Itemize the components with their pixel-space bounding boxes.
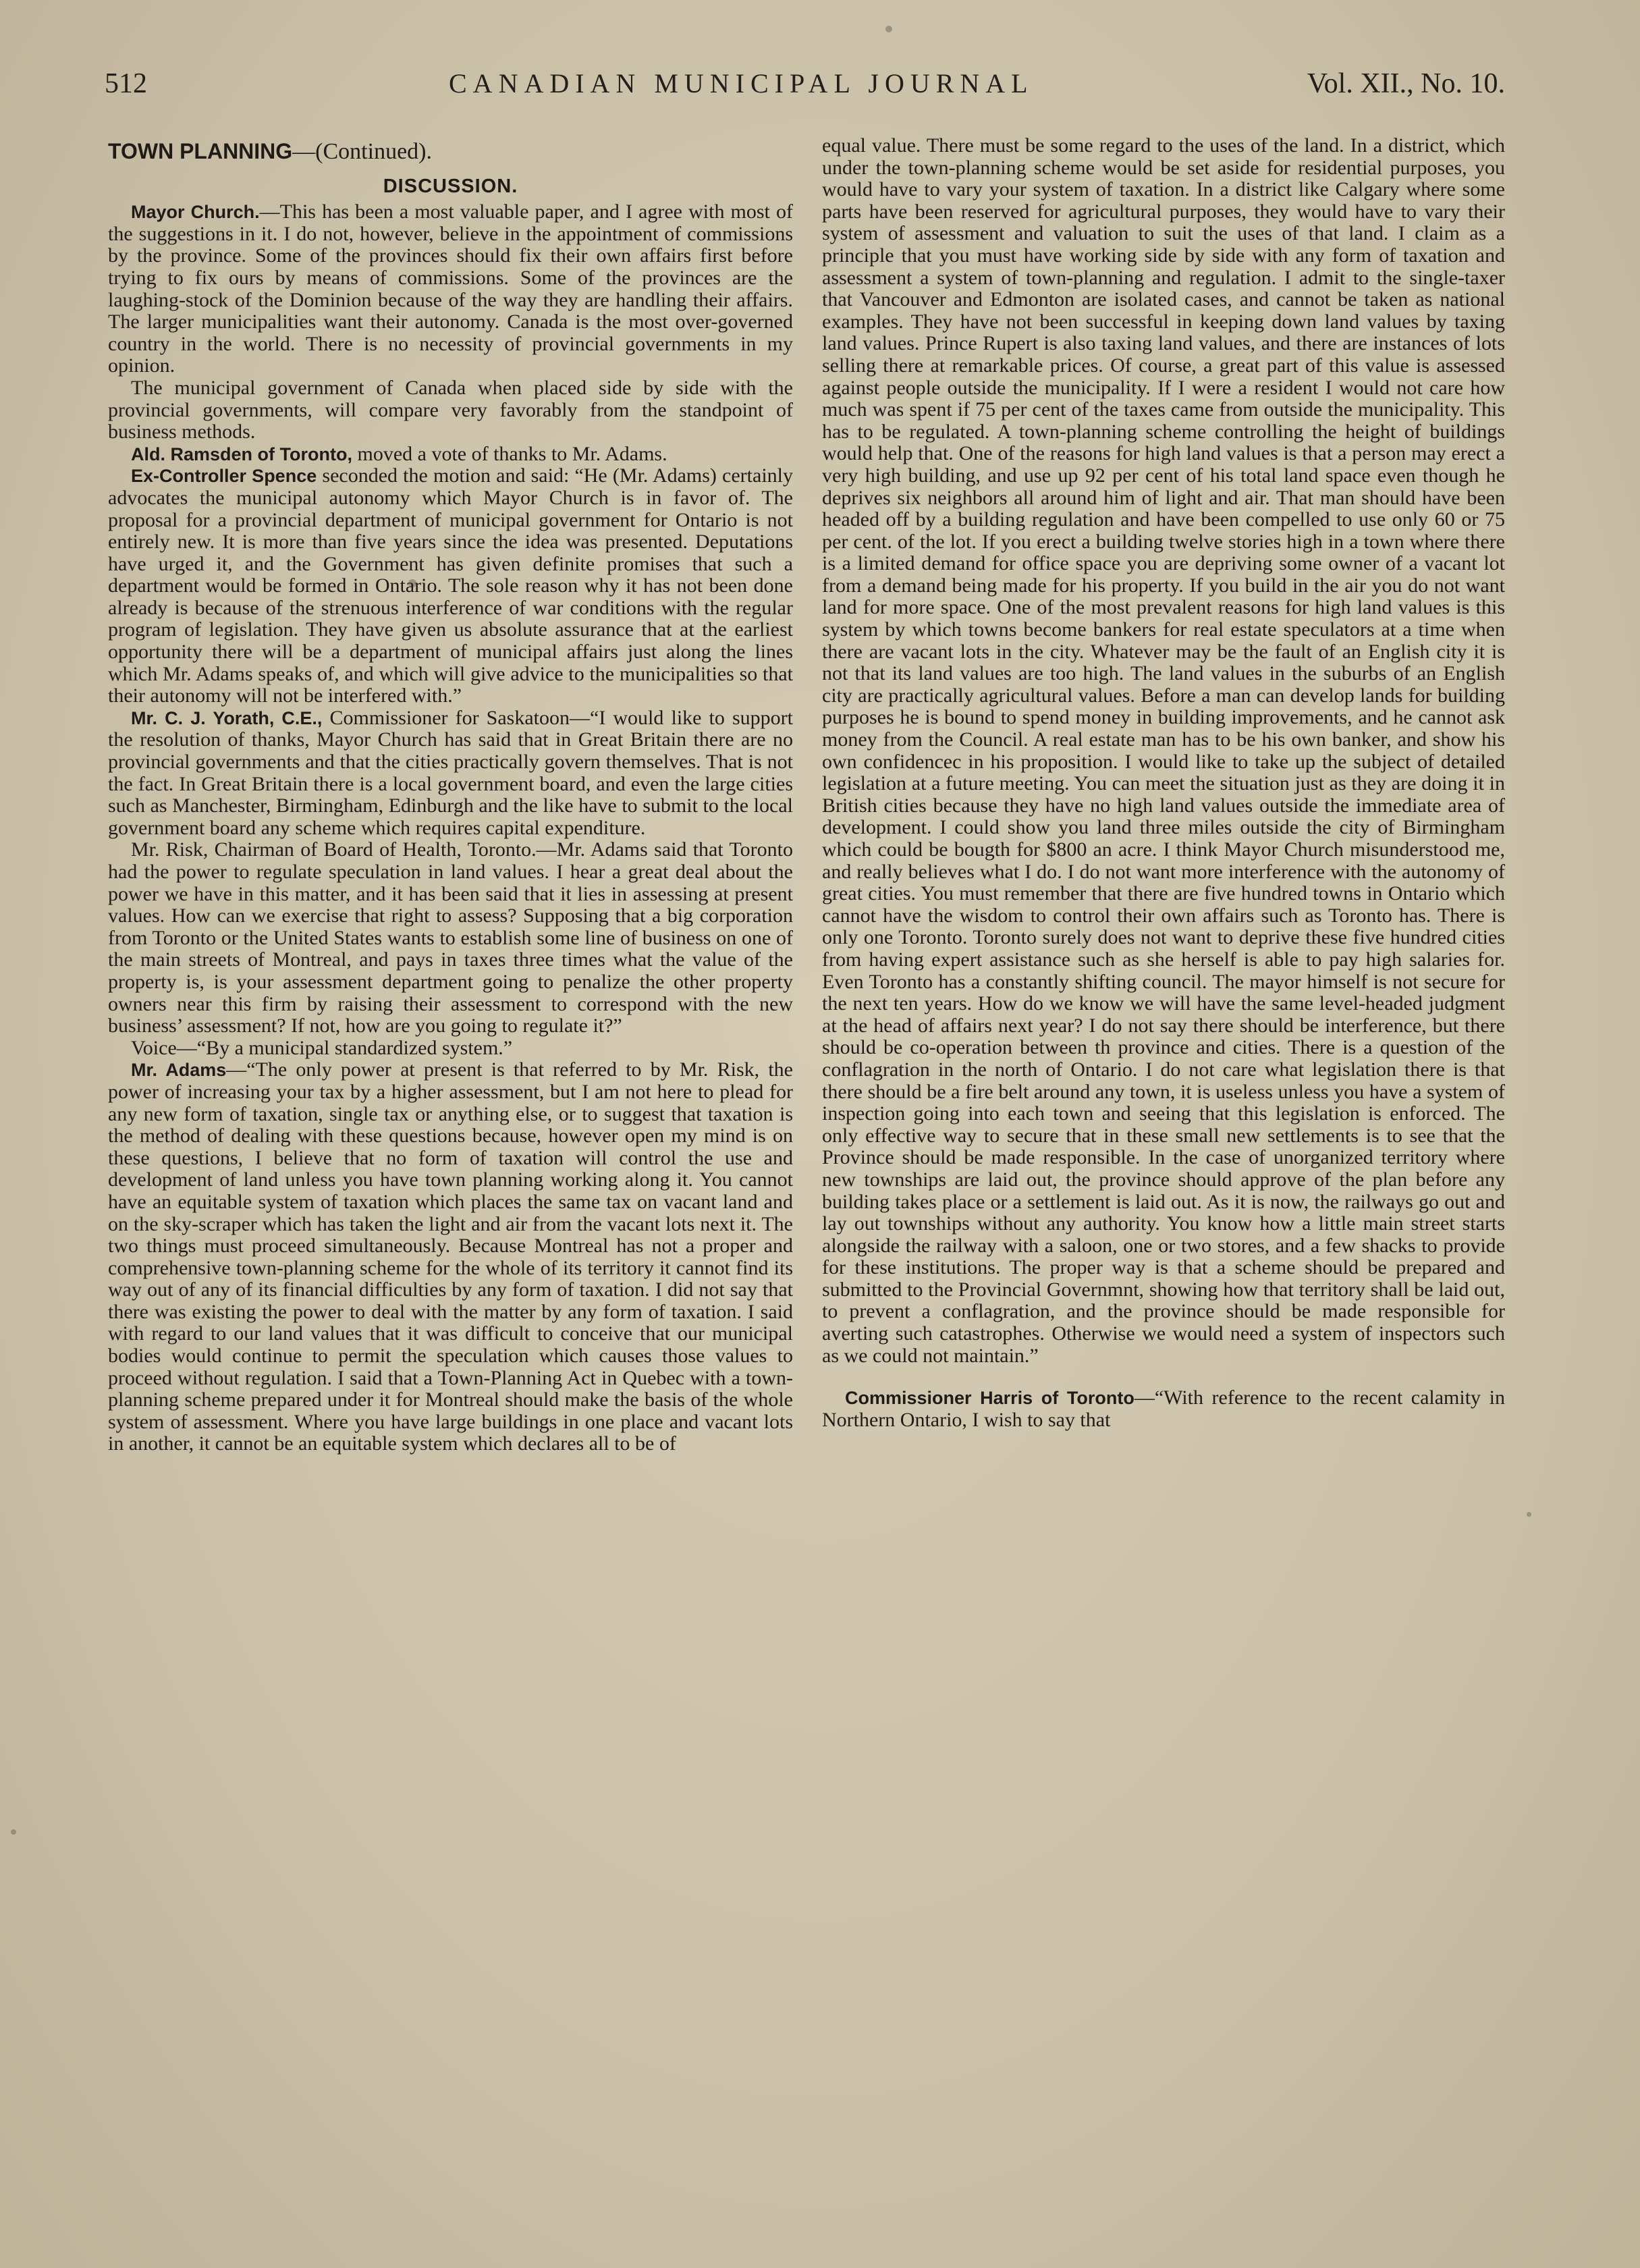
ink-speck xyxy=(11,1829,16,1835)
paragraph xyxy=(108,707,793,840)
paragraph-text: Commissioner for Saskatoon—“I would like to support the resolution of thanks, Mayor Church has said that in Great Britain there are no provincial governments and that the cities practically govern themselves. That is not the fact. In Great Britain there is a local government board, and even the large cities such as Manchester, Birmingham, Edinburgh and the like have to submit to the local government board any scheme which requires capital expenditure. xyxy=(108,706,793,839)
paragraph-text: equal value. There must be some regard to the uses of the land. In a district, which under the town-planning scheme would be set aside for residential purposes, you would have to vary your system of taxation. In a district like Calgary where some parts have been reserved for agricultural purposes, they would have to vary their system of assessment and valuation to suit the uses of that land. I claim as a principle that you must have working side by side with any form of taxation and assessment a system of town-planning and regulation. I admit to the single-taxer that Vancouver and Edmonton are isolated cases, and cannot be taken as national examples. They have not been successful in keeping down land values by taxing land values. Prince Rupert is also taxing land values, and there are instances of lots selling there at remarkable prices. Of course, a great part of this value is assessed against people outside the municipality. If I were a resident I would not care how much was spent if 75 per cent of the taxes came from outside the municipality. This has to be regulated. A town-planning scheme controlling the height of buildings would help that. One of the reasons for high land values is that a person may erect a very high building, and use up 92 per cent of his total land space even though he deprives six neighbors all around him of light and air. That man should have been headed off by a building regulation and have been compelled to use only 60 or 75 per cent. of the lot. If you erect a building twelve stories high in a town where there is a limited demand for office space you are depriving some owner of a vacant lot from a demand being made for his property. If you build in the air you do not want land for more space. One of the most prevalent reasons for high land values is this system by which towns become bankers for real estate speculators at a time when there are vacant lots in the city. Whatever may be the fault of an English city it is not that its land values are too high. The land values in the suburbs of an English city are practically agricultural values. Before a man can develop lands for building purposes he is bound to spend money in building improvements, and he cannot ask money from the Council. A real estate man has to be his own banker, and show his own confidencec in his proposition. I would like to take up the subject of detailed legislation at a future meeting. You can meet the situation just as they are doing it in British cities because they have no high land values outside the immediate area of development. I could show you land three miles outside the city of Birmingham which could be bougth for $800 an acre. I think Mayor Church misunderstood me, and really believes what I do. I do not want more interference with the autonomy of great cities. You must remember that there are five hundred towns in Ontario which cannot have the wisdom to control their own affairs such as Toronto has. There is only one Toronto. Toronto surely does not want to deprive these five hundred cities from having expert assistance such as she herself is able to pay high salaries for. Even Toronto has a constantly shifting council. The mayor himself is not secure for the next ten years. How do we know we will have the same level-headed judgment at the head of affairs next year? I do not say there should be interference, but there should be co-operation between th province and cities. There is a question of the conflagration in the north of Ontario. I do not care what legislation there is that there should be a fire belt around any town, it is useless unless you have a system of inspection going into each town and seeing that this legislation is enforced. The only effective way to secure that in these small new settlements is to see that the Province should be made responsible. In the case of unorganized territory where new townships are laid out, the province should approve of the plan before any building takes place or a settlement is laid out. As it is now, the railways go out and lay out townships without any authority. You know how a little main street starts alongside the railway with a saloon, one or two stores, and a few shacks to provide for these institutions. The proper way is that a scheme should be prepared and submitted to the Provincial Governmnt, showing how that territory shall be laid out, to prevent a conflagration, and the province should be made responsible for averting such catastrophes. Otherwise we would need a system of inspectors such as we could not maintain.” xyxy=(822,134,1505,1367)
paragraph-text: The municipal government of Canada when placed side by side with the provincial governments, will compare very favorably from the standpoint of business methods. xyxy=(108,376,793,443)
speaker-name: Mr. C. J. Yorath, C.E., xyxy=(131,707,323,728)
left-column xyxy=(108,135,793,1455)
volume-issue: Vol. XII., No. 10. xyxy=(1307,68,1505,99)
paragraph xyxy=(108,1037,793,1060)
discussion-subhead: DISCUSSION. xyxy=(383,175,518,197)
paragraph xyxy=(108,839,793,1037)
paragraph-text: —This has been a most valuable paper, and I agree with most of the suggestions in it. I do not, however, believe in the appointment of commissions by the province. Some of the provinces should fix their own affairs first before trying to fix ours by means of commissions. Some of the provinces are the laughing-stock of the Dominion because of the way they are handling their affairs. The larger municipalities want their autonomy. Canada is the most over-governed country in the world. There is no necessity of provincial governments in my opinion. xyxy=(108,200,793,377)
paragraph xyxy=(822,135,1505,1367)
left-paragraphs xyxy=(108,201,793,1455)
paragraph-text: —“The only power at present is that referred to by Mr. Risk, the power of increasing your tax by a higher assessment, but I am not here to plead for any new form of taxation, single tax or anything else, or to suggest that taxation is the method of dealing with these questions because, however open my mind is on these questions, I believe that no form of taxation will control the use and development of land unless you have town planning working along it. You cannot have an equitable system of taxation which places the same tax on vacant land and on the sky-scraper which has taken the light and air from the vacant lots next it. The two things must proceed simultaneously. Because Montreal has not a proper and comprehensive town-planning scheme for the whole of its territory it cannot find its way out of any of its financial difficulties by any form of taxation. I did not say that there was existing the power to deal with the matter by any form of taxation. I said with regard to our land values that it was difficult to conceive that our municipal bodies would continue to permit the speculation which causes those values to proceed without regulation. I said that a Town-Planning Act in Quebec with a town-planning scheme prepared under it for Montreal should make the basis of the whole system of assessment. Where you have large buildings in one place and vacant lots in another, it cannot be an equitable system which declares all to be of xyxy=(108,1058,793,1455)
paragraph xyxy=(108,1059,793,1455)
speaker-name: Commissioner Harris of Toronto xyxy=(845,1388,1135,1409)
paragraph xyxy=(822,1387,1505,1431)
right-paragraphs xyxy=(822,135,1505,1431)
paragraph-text: Voice—“By a municipal standardized system.” xyxy=(131,1036,513,1059)
section-heading xyxy=(108,140,793,163)
speaker-name: Mr. Adams xyxy=(131,1060,227,1081)
paragraph xyxy=(108,465,793,707)
speaker-name: Mayor Church. xyxy=(131,202,260,223)
page-number: 512 xyxy=(105,68,147,99)
paragraph-text: moved a vote of thanks to Mr. Adams. xyxy=(352,442,667,465)
speaker-name: Ex-Controller Spence xyxy=(131,466,317,487)
paragraph-text: seconded the motion and said: “He (Mr. Adams) certainly advocates the municipal autonomy which Mayor Church is in favor of. The proposal for a provincial department of municipal government for Ontario is not entirely new. It is more than five years since the idea was presented. Deputations have urged it, and the Government has given definite promises that such a department would be formed in Ontario. The sole reason why it has not been done already is because of the strenuous interference of war conditions with the regular program of legislation. They have given us absolute assurance that at the earliest opportunity there will be a department of municipal affairs just along the lines which Mr. Adams speaks of, and which will give advice to the municipalities so that their autonomy will not be interfered with.” xyxy=(108,464,793,707)
paragraph xyxy=(108,377,793,443)
paragraph-text: —“With reference to the recent calamity in Northern Ontario, I wish to say that xyxy=(822,1386,1505,1431)
paragraph xyxy=(108,443,793,466)
ink-speck xyxy=(885,26,892,32)
ink-speck xyxy=(1527,1512,1531,1517)
paragraph xyxy=(108,201,793,377)
section-continued: —(Continued). xyxy=(292,139,432,164)
section-title: TOWN PLANNING xyxy=(108,139,293,163)
speaker-name: Ald. Ramsden of Toronto, xyxy=(131,443,352,464)
running-head xyxy=(105,68,1505,108)
right-column xyxy=(822,135,1505,1431)
paragraph-text: Mr. Risk, Chairman of Board of Health, Toronto.—Mr. Adams said that Toronto had the power to regulate speculation in land values. I hear a great deal about the power we have in this matter, and it has been said that it lies in assessing at present values. How can we exercise that right to assess? Supposing that a big corporation from Toronto or the United States wants to establish some line of business on one of the main streets of Montreal, and pays in taxes three times what the value of the property is, is your assessment department going to penalize the other property owners near this firm by raising their assessment to correspond with the new business’ assessment? If not, how are you going to regulate it?” xyxy=(108,838,793,1037)
journal-title: CANADIAN MUNICIPAL JOURNAL xyxy=(449,68,1034,99)
